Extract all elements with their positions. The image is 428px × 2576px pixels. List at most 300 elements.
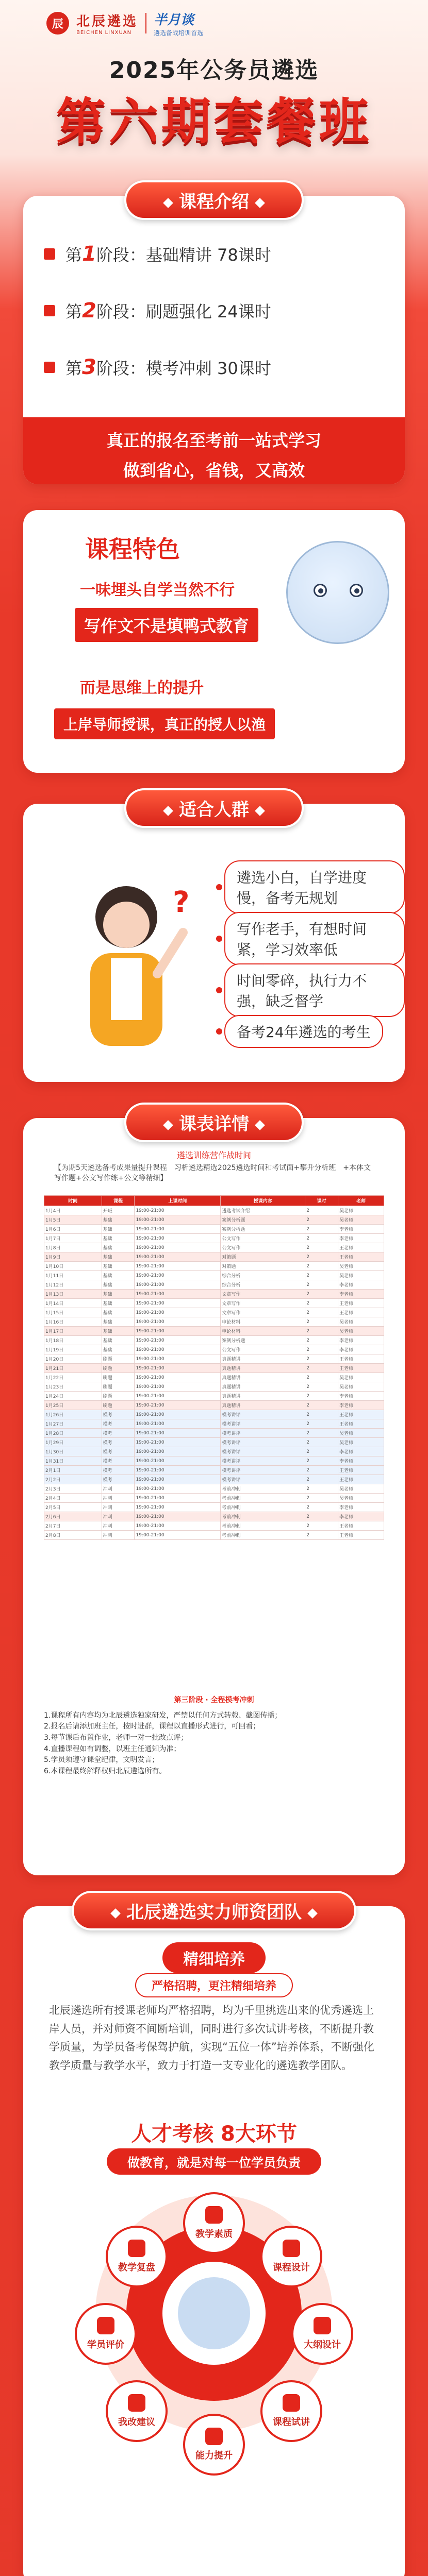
table-cell: 真题精讲 [221, 1392, 305, 1401]
team-description: 北辰遴选所有授课老师均严格招聘，均为千里挑选出来的优秀遴选上岸人员，并对师资不间断培训，同时进行多次试讲考核，不断提升教学质量，为学员备考保驾护航，实现“五位一体”培养体系，不断强化教学质量与教学水平，致力于打造一支专业化的遴选教学团队。 [49, 2004, 374, 2072]
table-row [44, 1336, 384, 1345]
table-cell: 基础 [102, 1290, 135, 1299]
stage-1 [44, 242, 271, 266]
table-cell: 2 [305, 1401, 338, 1410]
table-cell: 王老师 [338, 1466, 384, 1475]
table-cell: 2 [305, 1521, 338, 1531]
suggestion-icon [128, 2394, 145, 2412]
table-cell: 李老师 [338, 1503, 384, 1512]
table-row [44, 1401, 384, 1410]
svg-text:?: ? [173, 886, 190, 919]
features-line2: 而是思维上的提升 [80, 679, 204, 697]
table-cell: 王老师 [338, 1364, 384, 1373]
table-cell: 1月19日 [44, 1345, 102, 1354]
table-cell: 李老师 [338, 1234, 384, 1243]
schedule-section-title: 课表详情 [179, 1114, 249, 1134]
table-cell: 李老师 [338, 1392, 384, 1401]
table-row [44, 1327, 384, 1336]
table-cell: 1月15日 [44, 1308, 102, 1317]
table-cell: 吴老师 [338, 1327, 384, 1336]
table-row [44, 1494, 384, 1503]
table-cell: 吴老师 [338, 1206, 384, 1215]
table-cell: 19:00-21:00 [135, 1336, 221, 1345]
intro-banner [23, 417, 405, 484]
diamond-icon [307, 1908, 318, 1919]
ring-node-label: 教学复盘 [118, 2262, 155, 2273]
table-cell: 模考讲评 [221, 1466, 305, 1475]
outline-icon [314, 2317, 331, 2334]
stage-3 [44, 355, 271, 379]
ring-node [260, 2380, 322, 2442]
table-row [44, 1503, 384, 1512]
table-cell: 2月8日 [44, 1531, 102, 1540]
table-cell: 王老师 [338, 1521, 384, 1531]
stage-suffix: 阶段： [96, 302, 146, 321]
stage-text: 模考冲刺 30课时 [145, 359, 271, 378]
table-cell: 基础 [102, 1271, 135, 1280]
schedule-note: 【为期5天遴选备考成果量提升课程 习析遴选精选2025遴选时间和考试面+攀升分析班 +本体文写作题+公文写作练+公文等精细】 [54, 1164, 371, 1182]
features-box1: 写作文不是填鸭式教育 [75, 608, 258, 642]
table-row [44, 1280, 384, 1290]
table-cell: 1月28日 [44, 1429, 102, 1438]
table-row [44, 1317, 384, 1327]
table-cell: 模考 [102, 1429, 135, 1438]
foot-paragraph: 3.每节课后布置作业，老师一对一批改点评； [44, 1734, 188, 1742]
logo-sub: BEICHEN LINXUAN [76, 30, 132, 36]
schedule-card [23, 1114, 405, 1875]
ring-title: 人才考核 8大环节 [131, 2122, 297, 2146]
table-cell: 李老师 [338, 1280, 384, 1290]
table-cell: 基础 [102, 1243, 135, 1252]
table-cell: 2 [305, 1484, 338, 1494]
stage-text: 基础精讲 78课时 [145, 245, 271, 265]
table-cell: 模考 [102, 1447, 135, 1456]
brand2-block [154, 9, 203, 37]
ring-node [183, 2414, 245, 2476]
table-row [44, 1290, 384, 1299]
table-cell: 19:00-21:00 [135, 1234, 221, 1243]
table-cell: 1月7日 [44, 1234, 102, 1243]
table-cell: 吴老师 [338, 1429, 384, 1438]
diamond-icon [110, 1908, 121, 1919]
table-cell: 19:00-21:00 [135, 1317, 221, 1327]
stage-num: 3 [82, 355, 96, 379]
table-cell: 19:00-21:00 [135, 1447, 221, 1456]
table-cell: 19:00-21:00 [135, 1354, 221, 1364]
table-cell: 2 [305, 1290, 338, 1299]
table-cell: 1月23日 [44, 1382, 102, 1392]
table-row [44, 1512, 384, 1521]
table-cell: 王老师 [338, 1475, 384, 1484]
team-card [23, 1902, 405, 2576]
table-cell: 1月18日 [44, 1336, 102, 1345]
table-cell: 模考 [102, 1456, 135, 1466]
table-cell: 19:00-21:00 [135, 1494, 221, 1503]
table-cell: 1月25日 [44, 1401, 102, 1410]
table-cell: 吴老师 [338, 1484, 384, 1494]
table-row [44, 1345, 384, 1354]
table-cell: 对策题 [221, 1252, 305, 1262]
ring-node-label: 课程设计 [273, 2262, 310, 2273]
table-cell: 1月29日 [44, 1438, 102, 1447]
table-cell: 2月1日 [44, 1466, 102, 1475]
table-cell: 1月27日 [44, 1419, 102, 1429]
mascot-illustration [286, 541, 389, 644]
course-icon [283, 2240, 300, 2257]
stage-2 [44, 299, 271, 323]
header-logos [46, 9, 203, 37]
table-cell: 1月12日 [44, 1280, 102, 1290]
table-cell: 19:00-21:00 [135, 1438, 221, 1447]
table-cell: 2 [305, 1234, 338, 1243]
table-cell: 刷题 [102, 1373, 135, 1382]
table-cell: 公文写作 [221, 1345, 305, 1354]
review-icon [128, 2240, 145, 2257]
foot-paragraph: 5.学员须遵守课堂纪律，文明发言； [44, 1756, 159, 1765]
ring-node [291, 2303, 353, 2365]
table-cell: 模考 [102, 1466, 135, 1475]
table-cell: 19:00-21:00 [135, 1327, 221, 1336]
table-cell: 开班 [102, 1206, 135, 1215]
table-cell: 刷题 [102, 1354, 135, 1364]
table-cell: 公文写作 [221, 1243, 305, 1252]
table-row [44, 1531, 384, 1540]
table-cell: 19:00-21:00 [135, 1364, 221, 1373]
team-section-tab [72, 1891, 356, 1930]
table-cell: 王老师 [338, 1419, 384, 1429]
table-cell: 19:00-21:00 [135, 1299, 221, 1308]
table-cell: 对策题 [221, 1262, 305, 1271]
stage-num: 1 [82, 242, 96, 266]
brand2-name: 半月谈 [154, 12, 194, 28]
table-cell: 2月6日 [44, 1512, 102, 1521]
table-cell: 2 [305, 1308, 338, 1317]
intro-banner-line2: 做到省心，省钱，又高效 [123, 461, 305, 480]
table-cell: 1月10日 [44, 1262, 102, 1271]
table-cell: 1月20日 [44, 1354, 102, 1364]
foot-paragraph: 4.直播课程如有调整，以班主任通知为准； [44, 1744, 181, 1753]
page-title: 第六期套餐班 [56, 93, 372, 150]
table-row [44, 1438, 384, 1447]
stage-suffix: 阶段： [96, 359, 146, 378]
table-cell: 考前冲刺 [221, 1494, 305, 1503]
table-cell: 2月2日 [44, 1475, 102, 1484]
table-cell: 2 [305, 1252, 338, 1262]
table-cell: 基础 [102, 1317, 135, 1327]
foot-paragraph: 6.本课程最终解释权归北辰遴选所有。 [44, 1767, 167, 1776]
table-cell: 基础 [102, 1308, 135, 1317]
table-cell: 案例分析题 [221, 1215, 305, 1225]
table-cell: 王老师 [338, 1531, 384, 1540]
table-row [44, 1354, 384, 1364]
table-cell: 考前冲刺 [221, 1531, 305, 1540]
table-cell: 2 [305, 1392, 338, 1401]
table-cell: 李老师 [338, 1401, 384, 1410]
table-cell: 19:00-21:00 [135, 1271, 221, 1280]
ring-node [106, 2380, 168, 2442]
logo-text: 北辰遴选 [76, 14, 139, 29]
table-cell: 李老师 [338, 1345, 384, 1354]
ring-node [75, 2303, 137, 2365]
schedule-body [44, 1206, 384, 1540]
table-cell: 19:00-21:00 [135, 1392, 221, 1401]
table-cell: 2 [305, 1225, 338, 1234]
ring-node-label: 学员评价 [87, 2340, 124, 2350]
table-cell: 19:00-21:00 [135, 1308, 221, 1317]
table-cell: 1月30日 [44, 1447, 102, 1456]
table-cell: 2 [305, 1206, 338, 1215]
table-row [44, 1262, 384, 1271]
table-cell: 模考讲评 [221, 1419, 305, 1429]
table-cell: 基础 [102, 1327, 135, 1336]
beichen-logo-icon: 辰 [46, 12, 69, 35]
table-cell: 2 [305, 1317, 338, 1327]
table-cell: 模考讲评 [221, 1447, 305, 1456]
stage-num: 2 [82, 299, 96, 323]
table-cell: 基础 [102, 1215, 135, 1225]
table-row [44, 1271, 384, 1280]
mascot-eye [350, 584, 363, 597]
table-cell: 吴老师 [338, 1271, 384, 1280]
table-cell: 2 [305, 1475, 338, 1484]
diamond-icon [163, 198, 173, 208]
table-cell: 2 [305, 1336, 338, 1345]
table-cell: 2 [305, 1382, 338, 1392]
table-cell: 1月24日 [44, 1392, 102, 1401]
table-cell: 2 [305, 1243, 338, 1252]
table-cell: 冲刺 [102, 1494, 135, 1503]
team-pill-sub: 严格招聘，更注精细培养 [135, 1973, 293, 1997]
table-cell: 文章写作 [221, 1308, 305, 1317]
suitable-section-title: 适合人群 [179, 800, 249, 820]
table-cell: 考前冲刺 [221, 1521, 305, 1531]
table-cell: 基础 [102, 1225, 135, 1234]
table-cell: 综合分析 [221, 1280, 305, 1290]
table-row [44, 1243, 384, 1252]
table-cell: 王老师 [338, 1354, 384, 1364]
intro-banner-line1: 真正的报名至考前一站式学习 [106, 431, 321, 450]
logo-divider [145, 13, 146, 33]
table-cell: 李老师 [338, 1512, 384, 1521]
ring-node-label: 课程试讲 [273, 2417, 310, 2428]
suitable-item: 遴选小白，自学进度慢，备考无规划 [224, 860, 405, 914]
table-cell: 考前冲刺 [221, 1503, 305, 1512]
table-cell: 吴老师 [338, 1317, 384, 1327]
table-footer: 第三阶段 · 全程模考冲刺 [174, 1696, 254, 1704]
table-cell: 2月3日 [44, 1484, 102, 1494]
table-cell: 19:00-21:00 [135, 1243, 221, 1252]
stage-prefix: 第 [65, 302, 83, 321]
table-cell: 基础 [102, 1336, 135, 1345]
table-cell: 模考 [102, 1410, 135, 1419]
diamond-icon [163, 1120, 173, 1130]
square-bullet-icon [44, 305, 55, 316]
table-cell: 2月7日 [44, 1521, 102, 1531]
table-cell: 1月9日 [44, 1252, 102, 1262]
table-cell: 模考讲评 [221, 1438, 305, 1447]
suitable-card [23, 800, 405, 1082]
logo-block [76, 11, 138, 36]
table-cell: 19:00-21:00 [135, 1521, 221, 1531]
table-cell: 2 [305, 1215, 338, 1225]
table-cell: 1月4日 [44, 1206, 102, 1215]
table-cell: 2 [305, 1456, 338, 1466]
suitable-item: 时间零碎，执行力不强，缺乏督学 [224, 963, 405, 1017]
square-bullet-icon [44, 362, 55, 373]
table-cell: 冲刺 [102, 1521, 135, 1531]
stage-text: 刷题强化 24课时 [145, 302, 271, 321]
table-cell: 1月22日 [44, 1373, 102, 1382]
table-cell: 真题精讲 [221, 1354, 305, 1364]
table-cell: 19:00-21:00 [135, 1429, 221, 1438]
table-cell: 真题精讲 [221, 1401, 305, 1410]
diamond-icon [163, 806, 173, 816]
table-cell: 2 [305, 1531, 338, 1540]
table-cell: 19:00-21:00 [135, 1456, 221, 1466]
foot-paragraph: 1.课程所有内容均为北辰遴选独家研发，严禁以任何方式转载、截图传播； [44, 1711, 282, 1720]
schedule-header-row [44, 1196, 384, 1206]
table-cell: 2 [305, 1262, 338, 1271]
table-cell: 模考讲评 [221, 1410, 305, 1419]
table-row [44, 1466, 384, 1475]
table-cell: 冲刺 [102, 1531, 135, 1540]
table-row [44, 1456, 384, 1466]
table-cell: 19:00-21:00 [135, 1382, 221, 1392]
table-cell: 模考 [102, 1438, 135, 1447]
features-card [23, 510, 405, 773]
table-cell: 19:00-21:00 [135, 1215, 221, 1225]
table-cell: 李老师 [338, 1447, 384, 1456]
table-cell: 文章写作 [221, 1299, 305, 1308]
table-cell: 模考 [102, 1475, 135, 1484]
table-cell: 1月11日 [44, 1271, 102, 1280]
table-row [44, 1225, 384, 1234]
table-cell: 王老师 [338, 1308, 384, 1317]
column-header: 授课内容 [221, 1196, 305, 1206]
table-cell: 吴老师 [338, 1494, 384, 1503]
table-cell: 刷题 [102, 1401, 135, 1410]
table-cell: 刷题 [102, 1382, 135, 1392]
ring-node [106, 2226, 168, 2287]
table-cell: 1月31日 [44, 1456, 102, 1466]
table-cell: 1月8日 [44, 1243, 102, 1252]
table-cell: 2 [305, 1373, 338, 1382]
table-row [44, 1521, 384, 1531]
table-cell: 2 [305, 1466, 338, 1475]
table-cell: 李老师 [338, 1290, 384, 1299]
table-cell: 1月6日 [44, 1225, 102, 1234]
table-row [44, 1475, 384, 1484]
table-cell: 2 [305, 1447, 338, 1456]
table-cell: 基础 [102, 1262, 135, 1271]
table-cell: 2 [305, 1271, 338, 1280]
table-cell: 19:00-21:00 [135, 1225, 221, 1234]
table-cell: 2 [305, 1364, 338, 1373]
table-cell: 2 [305, 1512, 338, 1521]
table-cell: 模考讲评 [221, 1429, 305, 1438]
table-cell: 19:00-21:00 [135, 1503, 221, 1512]
ring-sub: 做教育，就是对每一位学员负责 [107, 2148, 321, 2175]
table-cell: 王老师 [338, 1299, 384, 1308]
table-row [44, 1234, 384, 1243]
ring-node-label: 教学素质 [195, 2229, 233, 2240]
table-cell: 模考 [102, 1419, 135, 1429]
features-title: 课程特色 [85, 535, 180, 563]
table-cell: 真题精讲 [221, 1373, 305, 1382]
table-cell: 19:00-21:00 [135, 1252, 221, 1262]
table-cell: 冲刺 [102, 1512, 135, 1521]
table-cell: 19:00-21:00 [135, 1484, 221, 1494]
table-cell: 1月14日 [44, 1299, 102, 1308]
table-cell: 2 [305, 1327, 338, 1336]
table-row [44, 1215, 384, 1225]
table-cell: 19:00-21:00 [135, 1373, 221, 1382]
table-cell: 19:00-21:00 [135, 1262, 221, 1271]
table-cell: 19:00-21:00 [135, 1410, 221, 1419]
suitable-item: 写作老手，有想时间紧，学习效率低 [224, 912, 405, 965]
square-bullet-icon [44, 248, 55, 260]
table-cell: 基础 [102, 1252, 135, 1262]
schedule-footnotes [44, 1695, 384, 1777]
table-cell: 2 [305, 1429, 338, 1438]
table-cell: 申论材料 [221, 1327, 305, 1336]
table-cell: 案例分析题 [221, 1225, 305, 1234]
table-cell: 19:00-21:00 [135, 1206, 221, 1215]
mascot-eye [314, 584, 327, 597]
table-cell: 公文写作 [221, 1234, 305, 1243]
table-cell: 1月13日 [44, 1290, 102, 1299]
table-cell: 案例分析题 [221, 1336, 305, 1345]
table-row [44, 1419, 384, 1429]
table-cell: 申论材料 [221, 1317, 305, 1327]
column-header: 时间 [44, 1196, 102, 1206]
table-cell: 吴老师 [338, 1382, 384, 1392]
table-row [44, 1410, 384, 1419]
ring-node [260, 2226, 322, 2287]
table-cell: 19:00-21:00 [135, 1466, 221, 1475]
table-cell: 文章写作 [221, 1290, 305, 1299]
table-row [44, 1484, 384, 1494]
ring-node-label: 能力提升 [195, 2450, 233, 2461]
table-row [44, 1447, 384, 1456]
features-box2: 上岸导师授课，真正的授人以渔 [54, 708, 275, 739]
diamond-icon [255, 1120, 265, 1130]
person-illustration [54, 871, 199, 1056]
table-cell: 冲刺 [102, 1484, 135, 1494]
ring-node [183, 2192, 245, 2254]
table-cell: 基础 [102, 1280, 135, 1290]
table-cell: 2 [305, 1494, 338, 1503]
table-cell: 考前冲刺 [221, 1512, 305, 1521]
ring-node-label: 大纲设计 [304, 2340, 341, 2350]
stage-prefix: 第 [65, 245, 83, 265]
table-row [44, 1364, 384, 1373]
team-pill: 精细培养 [162, 1942, 266, 1973]
table-row [44, 1392, 384, 1401]
schedule-table [44, 1195, 384, 1540]
ring-node-label: 我改建议 [118, 2417, 155, 2428]
table-cell: 19:00-21:00 [135, 1345, 221, 1354]
table-cell: 19:00-21:00 [135, 1290, 221, 1299]
table-cell: 基础 [102, 1345, 135, 1354]
table-cell: 吴老师 [338, 1438, 384, 1447]
table-cell: 模考讲评 [221, 1456, 305, 1466]
table-row [44, 1308, 384, 1317]
table-cell: 19:00-21:00 [135, 1419, 221, 1429]
table-cell: 19:00-21:00 [135, 1475, 221, 1484]
table-cell: 2 [305, 1410, 338, 1419]
table-cell: 李老师 [338, 1225, 384, 1234]
